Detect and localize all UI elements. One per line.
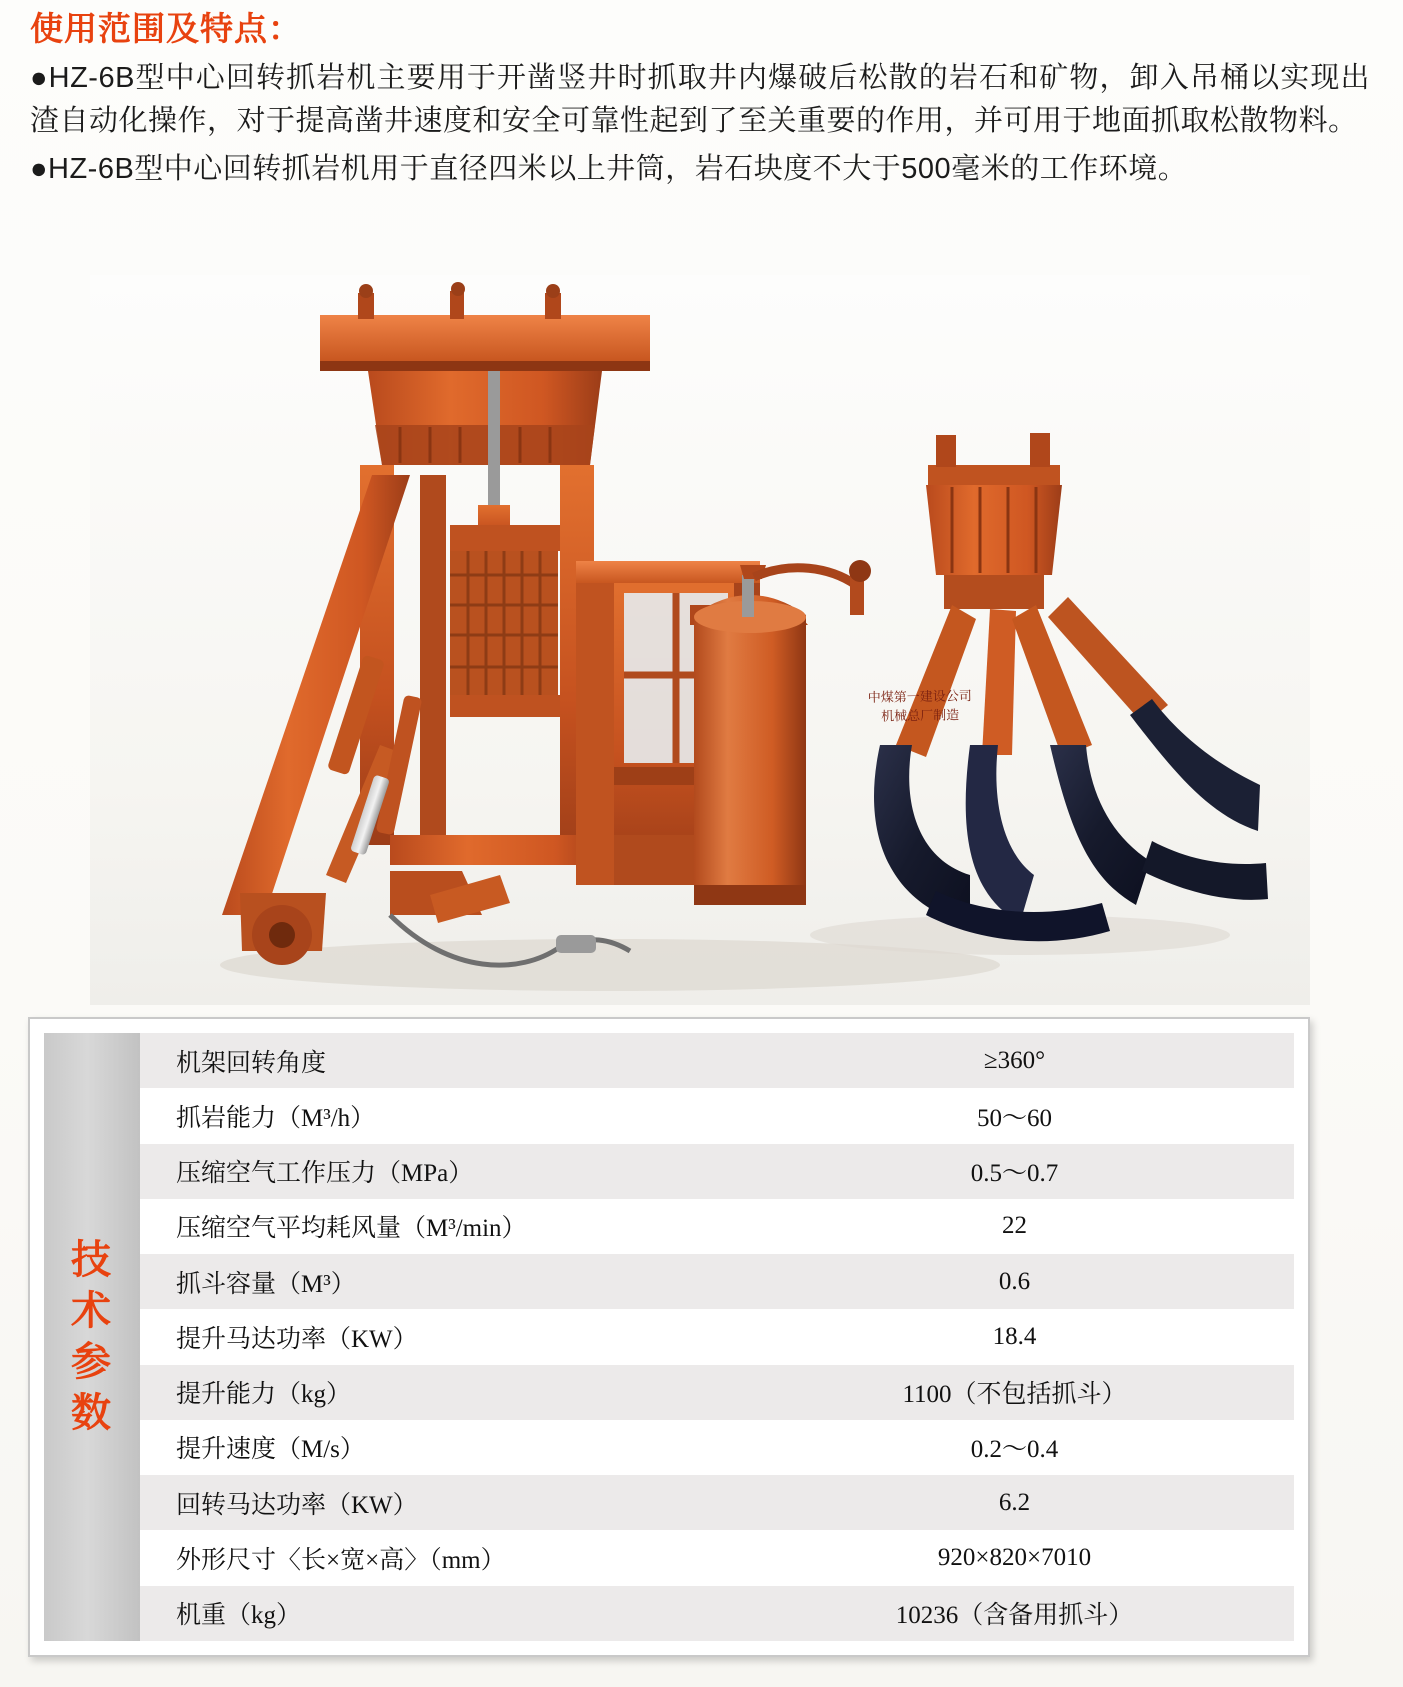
spacer-cell — [140, 1475, 176, 1530]
spec-name-10: 机重（kg） — [176, 1586, 735, 1641]
spec-value-3: 22 — [735, 1199, 1294, 1254]
spacer-cell — [140, 1365, 176, 1420]
spec-side-label-text: 技 术 参 数 — [71, 1237, 113, 1436]
spec-table-container — [28, 1017, 1310, 1657]
spec-name-3: 压缩空气平均耗风量（M³/min） — [176, 1199, 735, 1254]
intro-paragraph-1: ●HZ-6B型中心回转抓岩机主要用于开凿竖井时抓取井内爆破后松散的岩石和矿物，卸入吊桶以实现出渣自动化操作，对于提高凿井速度和安全可靠性起到了至关重要的作用，并可用于地面抓取松散物料。 — [30, 61, 1370, 137]
product-photo — [90, 275, 1310, 1005]
table-row — [44, 1309, 1294, 1364]
spec-value-9: 920×820×7010 — [735, 1530, 1294, 1585]
spacer-cell — [140, 1088, 176, 1143]
spec-name-2: 压缩空气工作压力（MPa） — [176, 1144, 735, 1199]
spec-table — [44, 1033, 1294, 1641]
spec-name-0: 机架回转角度 — [176, 1033, 735, 1088]
spec-value-7: 0.2～0.4 — [735, 1420, 1294, 1475]
spacer-cell — [140, 1586, 176, 1641]
table-row — [44, 1586, 1294, 1641]
spec-name-7: 提升速度（M/s） — [176, 1420, 735, 1475]
spec-name-6: 提升能力（kg） — [176, 1365, 735, 1420]
spacer-cell — [140, 1254, 176, 1309]
spacer-cell — [140, 1530, 176, 1585]
spec-name-5: 提升马达功率（KW） — [176, 1309, 735, 1364]
table-row — [44, 1365, 1294, 1420]
tank-label-line-2: 机械总厂制造 — [881, 707, 960, 724]
table-row — [44, 1088, 1294, 1143]
intro-section — [30, 8, 1370, 191]
spacer-cell — [140, 1199, 176, 1254]
table-row — [44, 1530, 1294, 1585]
spec-value-1: 50～60 — [735, 1088, 1294, 1143]
page-title: 使用范围及特点： — [30, 10, 302, 47]
spec-name-9: 外形尺寸〈长×宽×高〉（mm） — [176, 1530, 735, 1585]
spec-value-5: 18.4 — [735, 1309, 1294, 1364]
spacer-cell — [140, 1033, 176, 1088]
tank-label-line-1: 中煤第一建设公司 — [867, 688, 972, 705]
table-row — [44, 1254, 1294, 1309]
spec-value-10: 10236（含备用抓斗） — [735, 1586, 1294, 1641]
table-row — [44, 1144, 1294, 1199]
spec-value-6: 1100（不包括抓斗） — [735, 1365, 1294, 1420]
machine-illustration — [90, 275, 1310, 1005]
spec-name-1: 抓岩能力（M³/h） — [176, 1088, 735, 1143]
table-row — [44, 1420, 1294, 1475]
spec-name-8: 回转马达功率（KW） — [176, 1475, 735, 1530]
spec-value-2: 0.5～0.7 — [735, 1144, 1294, 1199]
spacer-cell — [140, 1144, 176, 1199]
spec-name-4: 抓斗容量（M³） — [176, 1254, 735, 1309]
table-row — [44, 1199, 1294, 1254]
tank-manufacturer-label — [845, 687, 996, 727]
spacer-cell — [140, 1420, 176, 1475]
spec-value-8: 6.2 — [735, 1475, 1294, 1530]
spacer-cell — [140, 1309, 176, 1364]
spec-value-4: 0.6 — [735, 1254, 1294, 1309]
spec-side-label — [44, 1033, 140, 1641]
table-row — [44, 1033, 1294, 1088]
table-row — [44, 1475, 1294, 1530]
intro-paragraph-2: ●HZ-6B型中心回转抓岩机用于直径四米以上井筒，岩石块度不大于500毫米的工作环境。 — [30, 153, 1188, 186]
spec-value-0: ≥360° — [735, 1033, 1294, 1088]
